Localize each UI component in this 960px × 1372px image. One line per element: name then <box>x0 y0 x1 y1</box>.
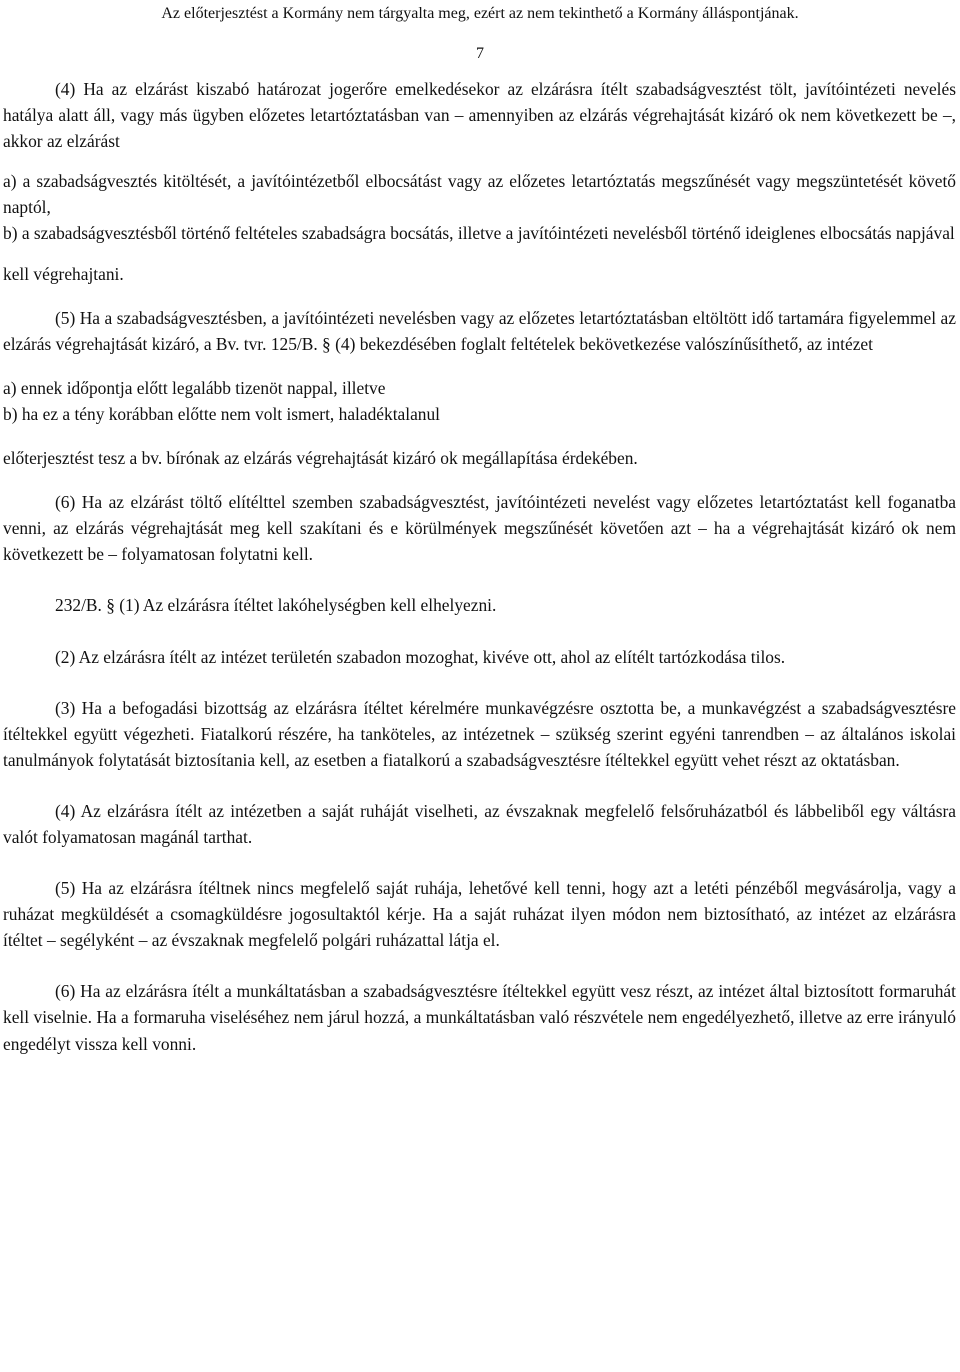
section-232b-3: (3) Ha a befogadási bizottság az elzárásra ítéltet kérelmére munkavégzésre osztotta be, a munkavégzést a szabadságvesztésre ítéltekkel együtt végezheti. Fiatalkorú részére, ha tanköteles, az intézetnek – szükség szerint egyéni tanrendben – az általános iskolai tanulmányok folytatását biztosítania kell, az esetben a fiatalkorú a szabadságvesztésre ítéltekkel együtt vehet részt az oktatásban. <box>3 697 956 770</box>
header-note: Az előterjesztést a Kormány nem tárgyalta meg, ezért az nem tekinthető a Kormány álláspontjának. <box>161 5 799 22</box>
list-item-b: b) a szabadságvesztésből történő feltételes szabadságra bocsátás, illetve a javítóintézeti nevelésből történő ideiglenes elbocsátás napjával <box>3 223 955 244</box>
page-number: 7 <box>476 45 484 62</box>
section-232b-2: (2) Az elzárásra ítélt az intézet területén szabadon mozoghat, kivéve ott, ahol az elítélt tartózkodása tilos. <box>55 646 786 667</box>
paragraph-closing: előterjesztést tesz a bv. bírónak az elzárás végrehajtását kizáró ok megállapítása érdekében. <box>3 448 638 469</box>
paragraph-4: (4) Ha az elzárást kiszabó határozat jogerőre emelkedésekor az elzárásra ítélt szabadságvesztést tölt, javítóintézeti nevelés hatálya alatt áll, vagy más ügyben előzetes letartóztatásban van – amennyiben az elzárás végrehajtását kizáró ok nem következett be –, akkor az elzárást <box>3 79 956 152</box>
section-232b-4: (4) Az elzárásra ítélt az intézetben a saját ruháját viselheti, az évszaknak megfelelő felsőruházatból és lábbeliből egy váltásra valót folyamatosan magánál tarthat. <box>3 800 956 847</box>
list-item-b: b) ha ez a tény korábban előtte nem volt ismert, haladéktalanul <box>3 403 441 424</box>
section-232b-6: (6) Ha az elzárásra ítélt a munkáltatásban a szabadságvesztésre ítéltekkel együtt vesz részt, az intézet által biztosított formaruhát kell viselnie. Ha a formaruha viseléséhez nem járul hozzá, a munkáltatásban való részvétele nem engedélyezhető, illetve az erre irányuló engedélyt vissza kell vonni. <box>3 981 956 1054</box>
section-232b-1: 232/B. § (1) Az elzárásra ítéltet lakóhelységben kell elhelyezni. <box>55 595 497 616</box>
paragraph-5: (5) Ha a szabadságvesztésben, a javítóintézeti nevelésben vagy az előzetes letartóztatásban eltöltött idő tartamára figyelemmel az elzárás végrehajtását kizáró, a Bv. tvr. 125/B. § (4) bekezdésében foglalt feltételek bekövetkezése valószínűsíthető, az intézet <box>3 307 956 354</box>
section-232b-5: (5) Ha az elzárásra ítéltnek nincs megfelelő saját ruhája, lehetővé kell tenni, hogy azt a letéti pénzéből megvásárolja, vagy a ruházat megküldését a csomagküldésre jogosultaktól kérje. Ha a saját ruházat ilyen módon nem biztosítható, az intézet az elzárásra ítéltet – segélyként – az évszaknak megfelelő polgári ruházattal látja el. <box>3 878 956 951</box>
list-item-a: a) ennek időpontja előtt legalább tizenöt nappal, illetve <box>3 377 386 398</box>
list-item-a: a) a szabadságvesztés kitöltését, a javítóintézetből elbocsátást vagy az előzetes letartóztatás megszűnését vagy megszüntetését követő naptól, <box>3 171 956 218</box>
paragraph-6: (6) Ha az elzárást töltő elítélttel szemben szabadságvesztést, javítóintézeti nevelést vagy előzetes letartóztatást kell foganatba venni, az elzárás végrehajtását meg kell szakítani és e körülmények megszűnését követően azt – ha a végrehajtását kizáró ok nem következett be – folyamatosan folytatni kell. <box>3 492 956 565</box>
document-body <box>3 76 956 1057</box>
paragraph-closing: kell végrehajtani. <box>3 263 124 284</box>
